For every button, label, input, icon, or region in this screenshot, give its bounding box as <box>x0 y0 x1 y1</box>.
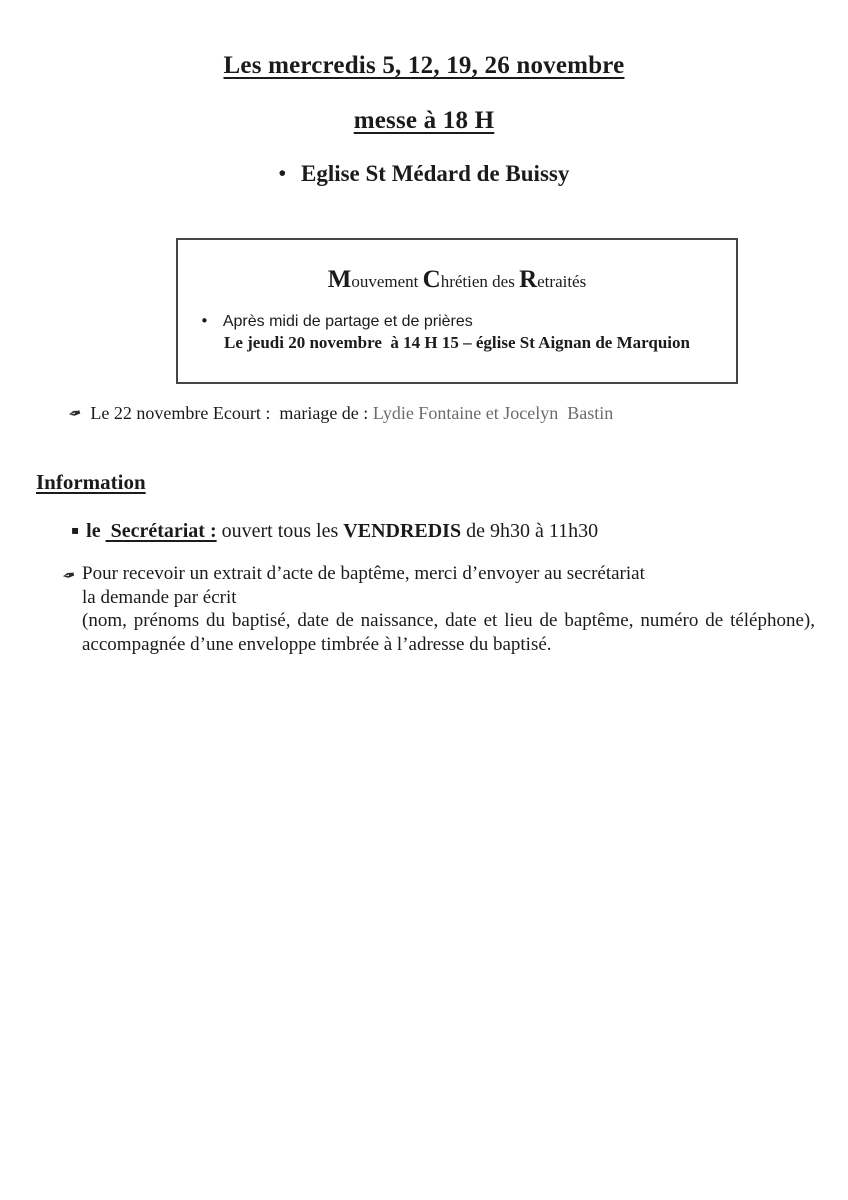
title-mass-time: messe à 18 H <box>353 107 495 134</box>
church-line <box>0 158 848 189</box>
secretariat-hours-intro: ouvert tous les <box>216 520 344 542</box>
pen-icon: ✒ <box>60 564 78 587</box>
secretariat-line <box>71 517 818 544</box>
pen-icon: ✒ <box>66 402 84 425</box>
baptism-note <box>62 562 815 657</box>
marriage-line <box>68 401 818 426</box>
secretariat-label: Secrétariat : <box>105 520 217 542</box>
marriage-names: Lydie Fontaine et Jocelyn Bastin <box>372 403 614 423</box>
baptism-line: (nom, prénoms du baptisé, date de naissance, date et lieu de baptême, numéro de téléphone), accompagnée d’une enveloppe timbrée à l’adresse du baptisé. <box>82 610 815 656</box>
mcr-title-part: ouvement <box>351 272 423 291</box>
title-weekday-masses: Les mercredis 5, 12, 19, 26 novembre <box>223 52 625 79</box>
mcr-initial-c: C <box>422 266 441 293</box>
mcr-title <box>178 267 736 295</box>
square-bullet-icon: ▪ <box>71 523 80 537</box>
mcr-initial-r: R <box>519 266 538 293</box>
church-name: Eglise St Médard de Buissy <box>300 161 570 186</box>
baptism-line: la demande par écrit <box>82 586 237 608</box>
mcr-initial-m: M <box>327 266 352 293</box>
marriage-announcement: Le 22 novembre Ecourt : mariage de : <box>90 403 373 423</box>
secretariat-hours: de 9h30 à 11h30 <box>461 520 599 542</box>
baptism-line: Pour recevoir un extrait d’acte de baptême, merci d’envoyer au secrétariat <box>82 563 645 584</box>
mcr-title-part: etraités <box>537 272 587 291</box>
bullet-icon: • <box>200 312 209 330</box>
mcr-box <box>176 238 738 384</box>
bullet-icon: • <box>278 161 286 185</box>
marriage-text <box>90 401 613 426</box>
mcr-title-part: hrétien des <box>440 272 520 291</box>
mcr-activity-text: Après midi de partage et de prières <box>222 313 473 330</box>
mcr-schedule-line: Le jeudi 20 novembre à 14 H 15 – église St Aignan de Marquion <box>224 333 690 352</box>
information-heading: Information <box>36 470 146 494</box>
secretariat-days: VENDREDIS <box>343 520 462 542</box>
baptism-text <box>82 562 815 657</box>
secretariat-lead: le <box>86 520 106 542</box>
mcr-activity-line <box>200 312 736 331</box>
